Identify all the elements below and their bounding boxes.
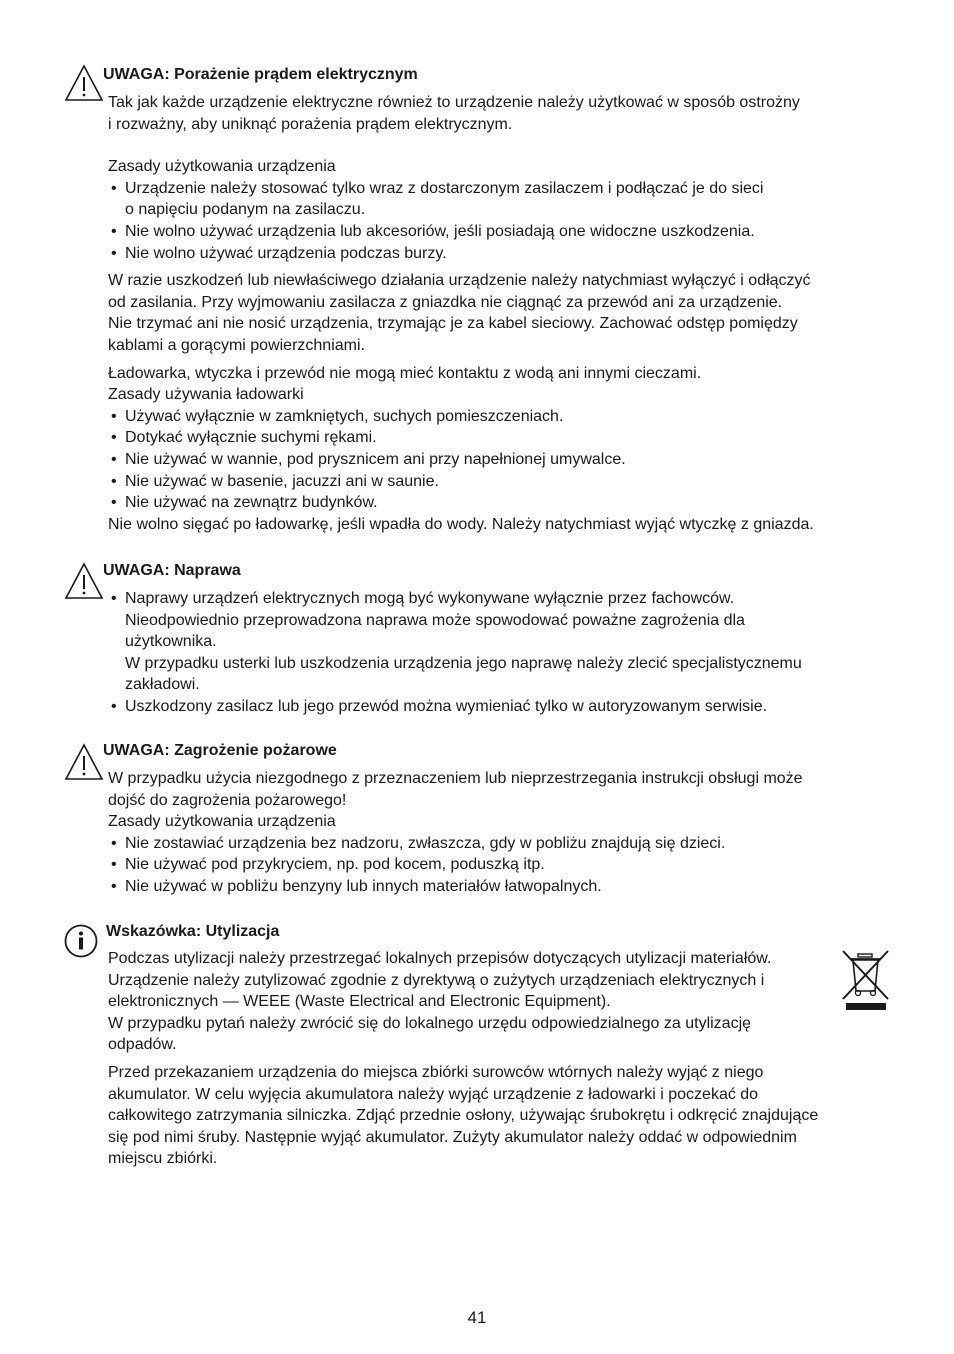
list-item-text: o napięciu podanym na zasilaczu. (125, 201, 366, 219)
list-item-text: • Uszkodzony zasilacz lub jego przewód można wymieniać tylko w autoryzowanym serwisie. (125, 697, 768, 715)
list-item (108, 221, 898, 243)
list-item-text: • Używać wyłącznie w zamkniętych, suchych pomieszczeniach. (125, 407, 564, 425)
intro-line: W przypadku użycia niezgodnego z przeznaczeniem lub nieprzestrzegania instrukcji obsługi może (108, 770, 803, 787)
list-item-text: • Nie używać w wannie, pod prysznicem ani przy napełnionej umywalce. (125, 450, 626, 468)
rules-title: Zasady użytkowania urządzenia (108, 813, 336, 831)
info-icon (64, 924, 98, 958)
list-item (108, 243, 898, 265)
section-heading-fire: UWAGA: Zagrożenie pożarowe (103, 742, 337, 759)
list-item (108, 876, 898, 898)
list-item-text: • Nie zostawiać urządzenia bez nadzoru, zwłaszcza, gdy w pobliżu znajdują się dzieci. (125, 834, 726, 852)
paragraph-line: kablami a gorącymi powierzchniami. (108, 336, 365, 354)
list-item (108, 492, 898, 514)
list-item (108, 178, 898, 221)
list-item-text: W przypadku usterki lub uszkodzenia urządzenia jego naprawę należy zlecić specjalistycznemu (125, 654, 802, 672)
section-repair-body (108, 588, 898, 718)
list-item-text: • Nie wolno używać urządzenia podczas burzy. (125, 244, 447, 262)
paragraph-line: elektronicznych — WEEE (Waste Electrical and Electronic Equipment). (108, 993, 611, 1011)
section-electric-shock-body (108, 92, 898, 535)
warning-triangle-icon (64, 64, 104, 102)
list-item (108, 449, 898, 471)
list-item-text: • Nie wolno używać urządzenia lub akcesoriów, jeśli posiadają one widoczne uszkodzenia. (125, 222, 755, 240)
paragraph-line: akumulator. W celu wyjęcia akumulatora należy wyjąć urządzenie z ładowarki i poczekać do (108, 1085, 759, 1103)
intro-line: Tak jak każde urządzenie elektryczne również to urządzenie należy użytkować w sposób ostrożny (108, 94, 800, 111)
section-disposal-body (108, 948, 898, 1170)
list-item (108, 471, 898, 493)
list-item-text: użytkownika. (125, 633, 217, 651)
list-item (108, 696, 898, 718)
section-fire-body (108, 768, 898, 898)
paragraph-line: Ładowarka, wtyczka i przewód nie mogą mieć kontaktu z wodą ani innymi cieczami. (108, 364, 702, 382)
list-item-text: • Nie używać na zewnątrz budynków. (125, 494, 378, 512)
list-item-text: • Dotykać wyłącznie suchymi rękami. (125, 429, 377, 447)
list-item (108, 427, 898, 449)
section-heading-disposal: Wskazówka: Utylizacja (106, 923, 280, 940)
paragraph-line: Podczas utylizacji należy przestrzegać lokalnych przepisów dotyczących utylizacji materiałów. (108, 950, 772, 967)
list-item-text: • Naprawy urządzeń elektrycznych mogą być wykonywane wyłącznie przez fachowców. (125, 590, 735, 607)
paragraph-line: Przed przekazaniem urządzenia do miejsca zbiórki surowców wtórnych należy wyjąć z niego (108, 1063, 764, 1081)
list-item-text: • Nie używać w pobliżu benzyny lub innych materiałów łatwopalnych. (125, 877, 602, 895)
rules-title: Zasady użytkowania urządzenia (108, 158, 336, 176)
page-number: 41 (467, 1308, 487, 1327)
warning-triangle-icon (64, 562, 104, 600)
section-heading-electric-shock: UWAGA: Porażenie prądem elektrycznym (103, 66, 418, 83)
list-item (108, 854, 898, 876)
list-item-text: zakładowi. (125, 676, 200, 694)
paragraph-line: odpadów. (108, 1036, 177, 1054)
paragraph-line: miejscu zbiórki. (108, 1150, 218, 1168)
list-item-text: • Nie używać w basenie, jacuzzi ani w saunie. (125, 472, 439, 490)
list-item (108, 833, 898, 855)
paragraph-line: Nie trzymać ani nie nosić urządzenia, trzymając je za kabel sieciowy. Zachować odstęp pomiędzy (108, 315, 798, 333)
paragraph-line: Urządzenie należy zutylizować zgodnie z dyrektywą o zużytych urządzeniach elektrycznych i (108, 971, 765, 989)
list-item (108, 588, 898, 696)
list-item-text: Nieodpowiednio przeprowadzona naprawa może spowodować poważne zagrożenia dla (125, 611, 745, 629)
warning-triangle-icon (64, 743, 104, 781)
paragraph-line: całkowitego zatrzymania silniczka. Zdjąć przednie osłony, używając śrubokrętu i odkręcić znajdujące (108, 1107, 819, 1125)
rules-title: Zasady używania ładowarki (108, 386, 304, 404)
list-item-text: • Nie używać pod przykryciem, np. pod kocem, poduszką itp. (125, 856, 545, 874)
list-item (108, 406, 898, 428)
intro-line: i rozważny, aby uniknąć porażenia prądem elektrycznym. (108, 115, 513, 133)
paragraph-line: się pod nimi śruby. Następnie wyjąć akumulator. Zużyty akumulator należy oddać w odpowiednim (108, 1128, 797, 1146)
list-item-text: • Urządzenie należy stosować tylko wraz z dostarczonym zasilaczem i podłączać je do sieci (125, 179, 764, 197)
intro-line: dojść do zagrożenia pożarowego! (108, 791, 347, 809)
paragraph-line: W przypadku pytań należy zwrócić się do lokalnego urzędu odpowiedzialnego za utylizację (108, 1014, 752, 1032)
paragraph-line: W razie uszkodzeń lub niewłaściwego działania urządzenie należy natychmiast wyłączyć i odłączyć (108, 272, 811, 290)
section-heading-repair: UWAGA: Naprawa (103, 562, 241, 579)
paragraph-line: Nie wolno sięgać po ładowarkę, jeśli wpadła do wody. Należy natychmiast wyjąć wtyczkę z gniazda. (108, 515, 814, 533)
paragraph-line: od zasilania. Przy wyjmowaniu zasilacza z gniazdka nie ciągnąć za przewód ani za urządzenie. (108, 293, 783, 311)
